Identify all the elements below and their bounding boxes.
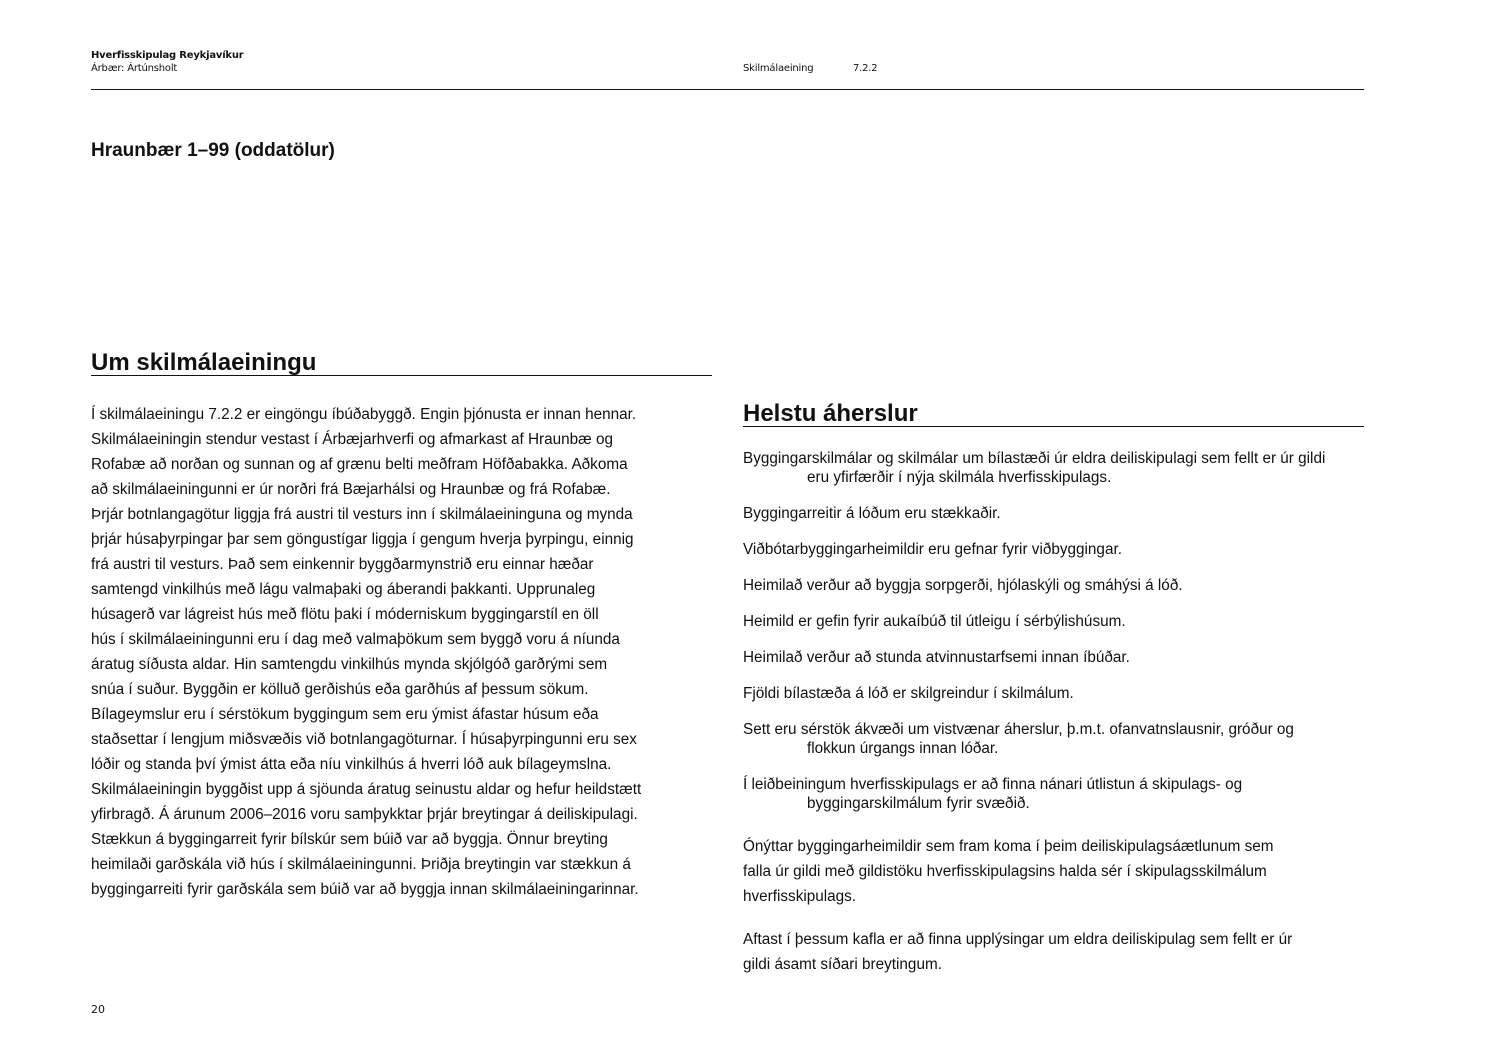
about-line: áratug síðusta aldar. Hin samtengdu vinkilhús mynda skjólgóð garðrými sem	[91, 656, 608, 673]
page-number: 20	[91, 1003, 105, 1016]
about-line: lóðir og standa því ýmist átta eða níu vinkilhús á hverri lóð auk bílageymslna.	[91, 756, 612, 773]
about-line: þrjár húsaþyrpingar þar sem göngustígar liggja í gengum hverja þyrpingu, einnig	[91, 531, 634, 548]
header-divider	[91, 89, 1364, 90]
highlight-item: Heimilað verður að stunda atvinnustarfsemi innan íbúðar.	[743, 649, 1130, 666]
about-line: Þrjár botnlangagötur liggja frá austri til vesturs inn í skilmálaeininguna og mynda	[91, 506, 633, 523]
about-line: Skilmálaeiningin stendur vestast í Árbæjarhverfi og afmarkast af Hraunbæ og	[91, 431, 614, 448]
about-line: Stækkun á byggingarreit fyrir bílskúr sem búið var að byggja. Önnur breyting	[91, 831, 608, 848]
about-line: snúa í suður. Byggðin er kölluð gerðishús eða garðhús af þessum sökum.	[91, 681, 589, 698]
unused-permissions-paragraph: Ónýttar byggingarheimildir sem fram koma í þeim deiliskipulagsáætlunum sem falla úr gildi með gildistöku hverfisskipulagsins halda sér í skipulagsskilmálum hverfisskipulags.	[743, 838, 1274, 905]
about-line: byggingarreiti fyrir garðskála sem búið var að byggja innan skilmálaeiningarinnar.	[91, 881, 639, 898]
about-line: staðsettar í lengjum miðsvæðis við botnlangagöturnar. Í húsaþyrpingunni eru sex	[91, 731, 637, 748]
about-paragraph	[91, 402, 691, 902]
about-line: húsagerð var lágreist hús með flötu þaki í móderniskum byggingarstíl en öll	[91, 606, 599, 623]
about-line: samtengd vinkilhús með lágu valmaþaki og áberandi þakkanti. Upprunaleg	[91, 581, 596, 598]
about-heading-text: Um skilmálaeiningu	[91, 349, 317, 376]
about-heading	[91, 350, 712, 376]
highlights-heading-text: Helstu áherslur	[743, 400, 918, 427]
section-number: 7.2.2	[853, 63, 878, 74]
document-title: Hverfisskipulag Reykjavíkur	[91, 50, 244, 61]
page-title: Hraunbær 1–99 (oddatölur)	[91, 140, 335, 161]
highlights-heading	[743, 401, 1364, 427]
about-line: Skilmálaeiningin byggðist upp á sjöunda áratug seinustu aldar og hefur heildstætt	[91, 781, 642, 798]
about-line: frá austri til vesturs. Það sem einkennir byggðarmynstrið eru einnar hæðar	[91, 556, 594, 573]
district-subtitle: Árbær: Ártúnsholt	[91, 63, 178, 74]
about-line: hús í skilmálaeiningunni eru í dag með valmaþökum sem byggð voru á níunda	[91, 631, 620, 648]
section-label: Skilmálaeining	[743, 63, 814, 74]
highlight-item: Heimilað verður að byggja sorpgerði, hjólaskýli og smáhýsi á lóð.	[743, 577, 1183, 594]
highlight-item: Heimild er gefin fyrir aukaíbúð til útleigu í sérbýlishúsum.	[743, 613, 1126, 630]
highlight-item: Byggingarreitir á lóðum eru stækkaðir.	[743, 505, 1001, 522]
highlight-item: Viðbótarbyggingarheimildir eru gefnar fyrir viðbyggingar.	[743, 541, 1122, 558]
highlight-item: Í leiðbeiningum hverfisskipulags er að finna nánari útlistun á skipulags- og byggingarskilmálum fyrir svæðið.	[743, 776, 1243, 812]
highlight-item: Sett eru sérstök ákvæði um vistvænar áherslur, þ.m.t. ofanvatnslausnir, gróður og flokkun úrgangs innan lóðar.	[743, 721, 1294, 757]
about-line: yfirbragð. Á árunum 2006–2016 voru samþykktar þrjár breytingar á deiliskipulagi.	[91, 806, 638, 823]
highlight-item: Fjöldi bílastæða á lóð er skilgreindur í skilmálum.	[743, 685, 1074, 702]
about-line: Í skilmálaeiningu 7.2.2 er eingöngu íbúðabyggð. Engin þjónusta er innan hennar.	[91, 406, 637, 423]
about-line: heimilaði garðskála við hús í skilmálaeiningunni. Þriðja breytingin var stækkun á	[91, 856, 631, 873]
about-line: Bílageymslur eru í sérstökum byggingum sem eru ýmist áfastar húsum eða	[91, 706, 599, 723]
about-line: að skilmálaeiningunni er úr norðri frá Bæjarhálsi og Hraunbæ og frá Rofabæ.	[91, 481, 611, 498]
highlights-list	[743, 449, 1383, 830]
older-plans-paragraph: Aftast í þessum kafla er að finna upplýsingar um eldra deiliskipulag sem fellt er úr gildi ásamt síðari breytingum.	[743, 931, 1293, 973]
highlight-item: Byggingarskilmálar og skilmálar um bílastæði úr eldra deiliskipulagi sem fellt er úr gildi eru yfirfærðir í nýja skilmála hverfisskipulags.	[743, 450, 1326, 486]
about-line: Rofabæ að norðan og sunnan og af grænu belti meðfram Höfðabakka. Aðkoma	[91, 456, 628, 473]
